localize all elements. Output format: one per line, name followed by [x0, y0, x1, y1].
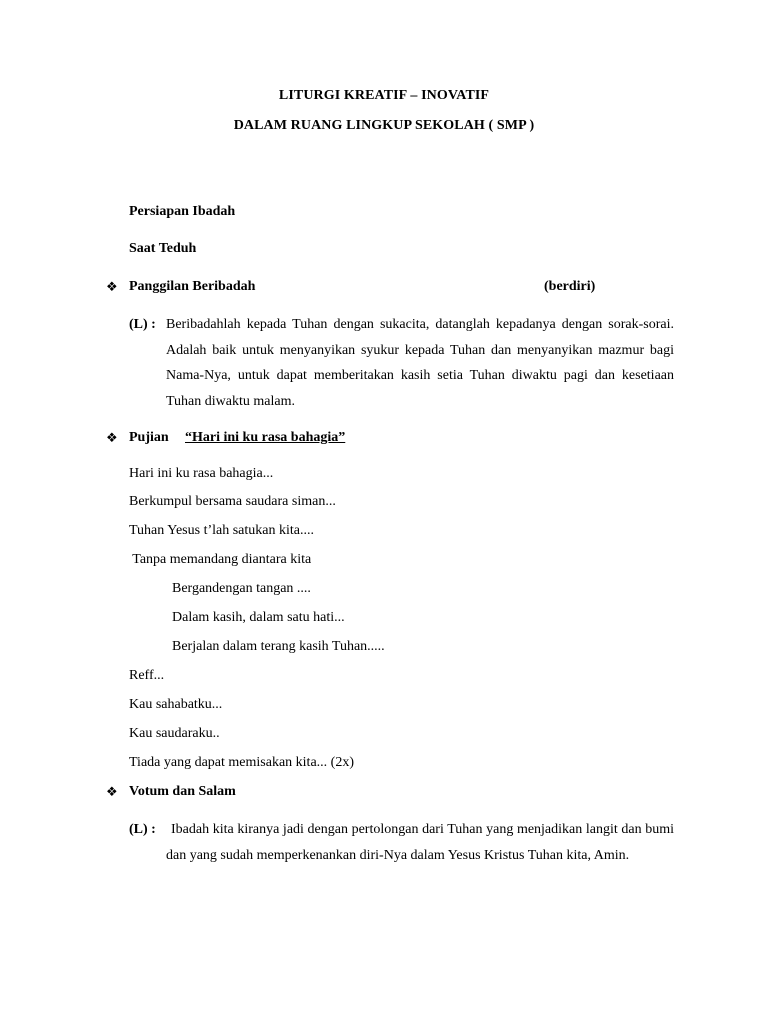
heading-pujian: Pujian: [129, 430, 169, 445]
song-line: Berkumpul bersama saudara siman...: [129, 494, 336, 509]
song-line: Kau saudaraku..: [129, 726, 220, 741]
heading-votum-dan-salam: Votum dan Salam: [129, 784, 236, 799]
song-line: Tanpa memandang diantara kita: [129, 552, 312, 567]
song-line: Dalam kasih, dalam satu hati...: [172, 610, 345, 625]
document-title-line2: DALAM RUANG LINGKUP SEKOLAH ( SMP ): [233, 118, 535, 133]
song-title: “Hari ini ku rasa bahagia”: [185, 430, 346, 445]
bullet-diamond-icon: ❖: [106, 784, 118, 799]
leader-label: (L) :: [129, 822, 156, 837]
song-line: Berjalan dalam terang kasih Tuhan.....: [172, 639, 385, 654]
heading-panggilan-beribadah: Panggilan Beribadah: [129, 279, 256, 294]
heading-persiapan-ibadah: Persiapan Ibadah: [129, 204, 236, 219]
song-line: Bergandengan tangan ....: [172, 581, 311, 596]
bullet-diamond-icon: ❖: [106, 279, 118, 294]
posture-note: (berdiri): [544, 279, 596, 294]
document-title-line1: LITURGI KREATIF – INOVATIF: [278, 88, 490, 103]
song-line: Reff...: [129, 668, 165, 683]
song-line: Tuhan Yesus t’lah satukan kita....: [129, 523, 314, 538]
heading-saat-teduh: Saat Teduh: [129, 241, 197, 256]
song-line: Kau sahabatku...: [129, 697, 223, 712]
panggilan-text: Beribadahlah kepada Tuhan dengan sukacita, datanglah kepadanya dengan sorak-sorai. Adalah baik untuk menyanyikan syukur kepada Tuhan dan menyanyikan mazmur bagi Nama-Nya, untuk dapat memberitakan kasih setia Tuhan diwaktu pagi dan kesetiaan Tuhan diwaktu malam.: [166, 317, 674, 409]
votum-text: Ibadah kita kiranya jadi dengan pertolongan dari Tuhan yang menjadikan langit dan bumi dan yang sudah memperkenankan diri-Nya dalam Yesus Kristus Tuhan kita, Amin.: [166, 822, 674, 863]
song-line: Tiada yang dapat memisakan kita... (2x): [129, 755, 354, 770]
song-line: Hari ini ku rasa bahagia...: [129, 466, 274, 481]
bullet-diamond-icon: ❖: [106, 430, 118, 445]
leader-label: (L) :: [129, 317, 156, 332]
